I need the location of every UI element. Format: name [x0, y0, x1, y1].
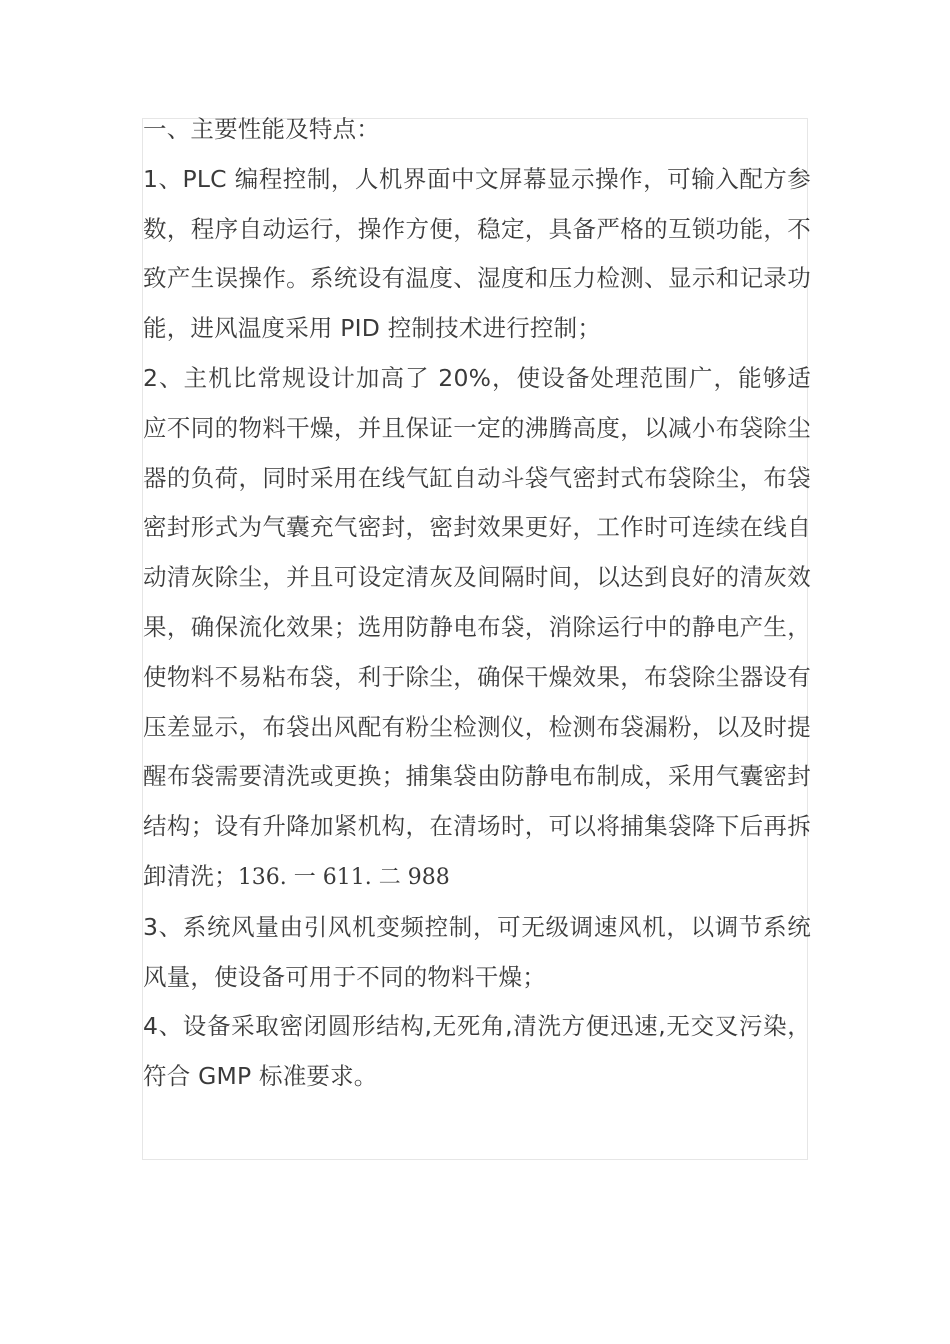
paragraph-2 [143, 354, 811, 903]
paragraph-2-text: 2、主机比常规设计加高了 20%，使设备处理范围广，能够适应不同的物料干燥，并且保证一定的沸腾高度，以减小布袋除尘器的负荷，同时采用在线气缸自动斗袋气密封式布袋除尘，布袋密封形式为气囊充气密封，密封效果更好，工作时可连续在线自动清灰除尘，并且可设定清灰及间隔时间，以达到良好的清灰效果，确保流化效果；选用防静电布袋，消除运行中的静电产生，使物料不易粘布袋，利于除尘，确保干燥效果，布袋除尘器设有压差显示，布袋出风配有粉尘检测仪，检测布袋漏粉，以及时提醒布袋需要清洗或更换；捕集袋由防静电布制成，采用气囊密封结构；设有升降加紧机构，在清场时，可以将捕集袋降下后再拆卸清洗； [143, 363, 811, 890]
section-heading: 一、主要性能及特点： [143, 115, 380, 143]
phone-number-text: 136. 一 611. 二 988 [237, 864, 450, 890]
paragraph-3: 3、系统风量由引风机变频控制，可无级调速风机，以调节系统风量，使设备可用于不同的物料干燥； [143, 912, 811, 991]
paragraph-1: 1、PLC 编程控制，人机界面中文屏幕显示操作，可输入配方参数，程序自动运行，操作方便，稳定，具备严格的互锁功能，不致产生误操作。系统设有温度、湿度和压力检测、显示和记录功能，进风温度采用 PID 控制技术进行控制； [143, 164, 811, 343]
paragraph-4: 4、设备采取密闭圆形结构,无死角,清洗方便迅速,无交叉污染，符合 GMP 标准要求。 [143, 1012, 811, 1091]
document-body [143, 105, 811, 1102]
